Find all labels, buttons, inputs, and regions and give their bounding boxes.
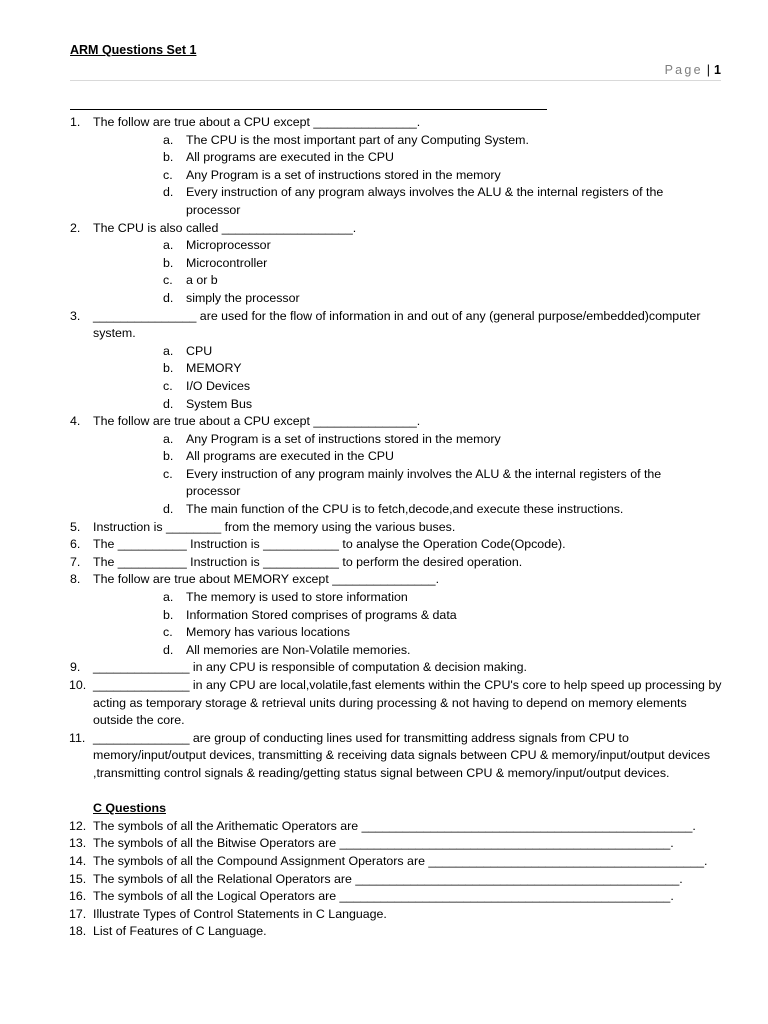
question-item: [0, 519, 768, 537]
answer-option: [0, 149, 768, 167]
option-text: CPU: [186, 343, 213, 358]
question-text: The follow are true about a CPU except _______________.: [93, 414, 421, 429]
option-text: a or b: [186, 273, 218, 288]
option-letter: a.: [163, 343, 174, 358]
header-divider: [70, 80, 721, 81]
question-item: [0, 923, 768, 941]
option-text: The memory is used to store information: [186, 590, 408, 605]
question-number: 11.: [69, 730, 86, 745]
question-text: ______________ in any CPU is responsible of computation & decision making.: [93, 660, 527, 675]
question-number: 18.: [69, 924, 87, 939]
option-letter: d.: [163, 642, 174, 657]
answer-option: [0, 501, 768, 519]
question-item: [0, 853, 768, 871]
option-letter: a.: [163, 590, 174, 605]
section-heading: C Questions: [93, 801, 166, 816]
option-text: Every instruction of any program mainly involves the ALU & the internal registers of the processor: [186, 466, 662, 499]
question-text: List of Features of C Language.: [93, 924, 267, 939]
option-text: All memories are Non-Volatile memories.: [186, 642, 411, 657]
question-item: [0, 571, 768, 589]
option-letter: a.: [163, 431, 174, 446]
question-number: 6.: [70, 537, 81, 552]
question-text: ______________ are group of conducting lines used for transmitting address signals from CPU to memory/input/output devices, transmitting & receiving data signals between CPU & memory/input/output devices ,transmitting control signals & reading/getting status signal between CPU & memory/input/output devices.: [93, 730, 711, 780]
answer-option: [0, 466, 768, 501]
answer-option: [0, 343, 768, 361]
question-item: [0, 835, 768, 853]
question-number: 1.: [70, 115, 81, 129]
question-item: [0, 730, 768, 783]
page-separator: |: [706, 63, 711, 77]
question-number: 15.: [69, 871, 87, 886]
question-item: [0, 659, 768, 677]
page-label: Page: [664, 63, 703, 77]
question-text: Illustrate Types of Control Statements in C Language.: [93, 906, 387, 921]
option-letter: d.: [163, 396, 174, 411]
question-number: 8.: [70, 572, 81, 587]
option-letter: a.: [163, 132, 174, 147]
answer-option: [0, 589, 768, 607]
question-text: _______________ are used for the flow of information in and out of any (general purpose/embedded)computer system.: [93, 308, 701, 341]
option-letter: c.: [163, 167, 173, 182]
answer-option: [0, 642, 768, 660]
question-number: 2.: [70, 220, 81, 235]
answer-option: [0, 272, 768, 290]
option-letter: b.: [163, 255, 174, 270]
question-text: The follow are true about a CPU except _______________.: [93, 115, 421, 129]
option-letter: b.: [163, 361, 174, 376]
answer-option: [0, 184, 768, 219]
option-letter: d.: [163, 185, 174, 200]
option-text: Any Program is a set of instructions stored in the memory: [186, 431, 501, 446]
question-text: The CPU is also called ___________________.: [93, 220, 357, 235]
answer-option: [0, 448, 768, 466]
option-letter: d.: [163, 502, 174, 517]
question-item: [0, 114, 768, 132]
answer-option: [0, 396, 768, 414]
section-spacer: [0, 783, 768, 801]
document-title: ARM Questions Set 1: [70, 43, 197, 57]
answer-option: [0, 290, 768, 308]
answer-option: [0, 360, 768, 378]
question-number: 14.: [69, 853, 87, 868]
question-text: The __________ Instruction is ___________ to perform the desired operation.: [93, 554, 523, 569]
answer-option: [0, 431, 768, 449]
option-text: MEMORY: [186, 361, 242, 376]
question-number: 9.: [70, 660, 81, 675]
option-text: All programs are executed in the CPU: [186, 449, 394, 464]
question-item: [0, 554, 768, 572]
answer-option: [0, 378, 768, 396]
option-letter: c.: [163, 625, 173, 640]
option-text: Information Stored comprises of programs & data: [186, 607, 457, 622]
answer-option: [0, 624, 768, 642]
option-text: Microprocessor: [186, 238, 271, 253]
question-number: 4.: [70, 414, 81, 429]
answer-option: [0, 237, 768, 255]
question-number: 3.: [70, 308, 81, 323]
question-number: 17.: [69, 906, 87, 921]
question-number: 7.: [70, 554, 81, 569]
question-item: [0, 888, 768, 906]
content-divider: [70, 109, 547, 110]
answer-option: [0, 607, 768, 625]
question-number: 10.: [69, 678, 87, 692]
option-text: Every instruction of any program always involves the ALU & the internal registers of the processor: [186, 185, 664, 217]
question-item: [0, 220, 768, 238]
question-text: Instruction is ________ from the memory using the various buses.: [93, 519, 456, 534]
question-text: The symbols of all the Arithematic Operators are ________________________________________________.: [93, 818, 696, 833]
option-text: System Bus: [186, 396, 253, 411]
option-text: I/O Devices: [186, 378, 251, 393]
option-letter: a.: [163, 238, 174, 253]
answer-option: [0, 167, 768, 185]
question-item: [0, 677, 768, 730]
option-letter: c.: [163, 273, 173, 288]
question-item: [0, 413, 768, 431]
question-item: [0, 536, 768, 554]
question-number: 16.: [69, 889, 87, 904]
option-letter: d.: [163, 290, 174, 305]
question-text: The __________ Instruction is ___________ to analyse the Operation Code(Opcode).: [93, 537, 566, 552]
option-letter: c.: [163, 466, 173, 481]
question-item: [0, 818, 768, 836]
question-number: 12.: [69, 818, 87, 833]
question-text: The follow are true about MEMORY except _______________.: [93, 572, 440, 587]
answer-option: [0, 132, 768, 150]
question-number: 5.: [70, 519, 81, 534]
question-text: The symbols of all the Bitwise Operators are ________________________________________________.: [93, 836, 674, 851]
question-text: The symbols of all the Compound Assignment Operators are ________________________________________.: [93, 853, 708, 868]
option-text: The main function of the CPU is to fetch,decode,and execute these instructions.: [186, 502, 624, 517]
option-text: The CPU is the most important part of any Computing System.: [186, 132, 529, 147]
option-text: Any Program is a set of instructions stored in the memory: [186, 167, 501, 182]
question-number: 13.: [69, 836, 87, 851]
page-indicator: [665, 63, 721, 77]
question-text: The symbols of all the Relational Operators are _______________________________________________.: [93, 871, 683, 886]
page-number: 1: [714, 63, 721, 77]
question-item: [0, 906, 768, 924]
question-item: [0, 871, 768, 889]
question-list: [0, 114, 768, 941]
question-item: [0, 308, 768, 343]
option-text: Memory has various locations: [186, 625, 350, 640]
option-letter: c.: [163, 378, 173, 393]
option-letter: b.: [163, 449, 174, 464]
option-text: Microcontroller: [186, 255, 268, 270]
question-text: ______________ in any CPU are local,volatile,fast elements within the CPU's core to help speed up processing by acting as temporary storage & retrieval units during processing & not having to depend on memory elements outside the core.: [93, 678, 722, 728]
option-text: All programs are executed in the CPU: [186, 150, 394, 165]
option-letter: b.: [163, 607, 174, 622]
option-letter: b.: [163, 150, 174, 165]
answer-option: [0, 255, 768, 273]
question-text: The symbols of all the Logical Operators are ________________________________________________.: [93, 889, 674, 904]
option-text: simply the processor: [186, 290, 300, 305]
